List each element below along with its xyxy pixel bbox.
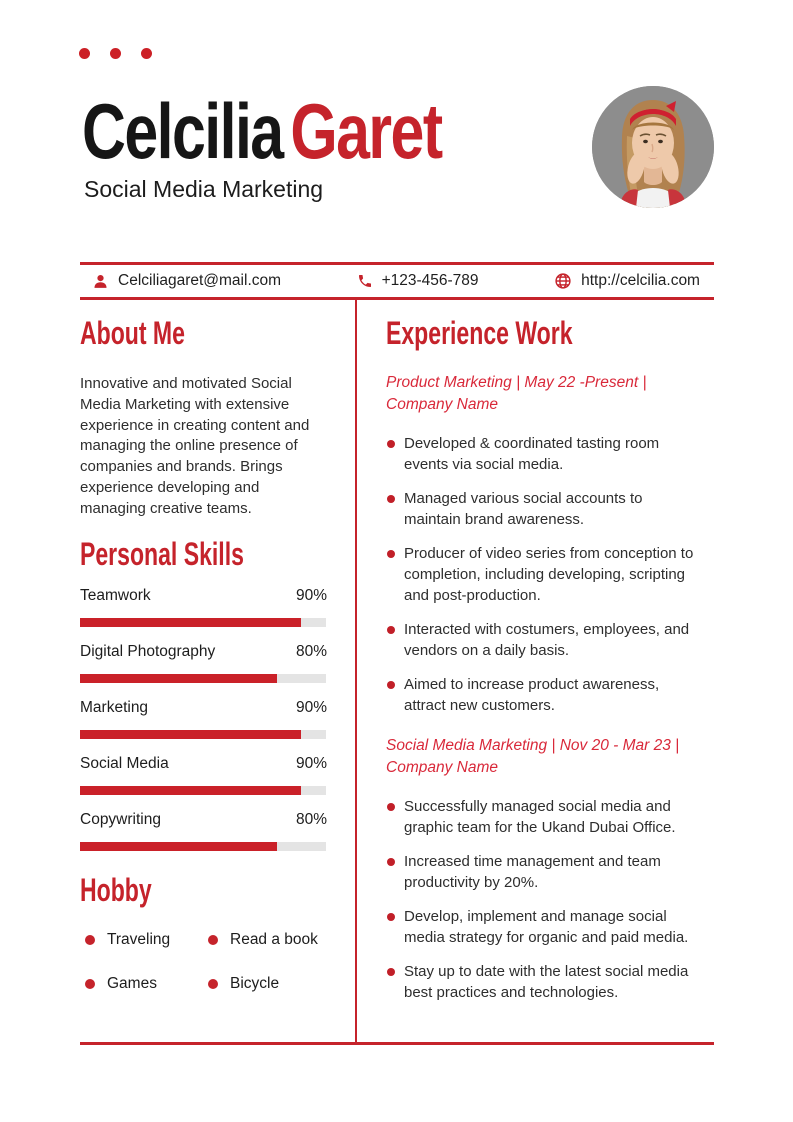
job-heading-line: Product Marketing | May 22 -Present | [386, 374, 647, 391]
skill-label: Marketing [80, 698, 149, 716]
contact-website [554, 272, 700, 290]
hobby-item: Games [80, 973, 203, 994]
skill-row [80, 697, 327, 739]
right-column [386, 314, 716, 1016]
bullet-item [386, 488, 699, 530]
personal-skills-title: Personal Skills [80, 535, 244, 572]
skill-bar-track [80, 842, 326, 851]
skill-percent: 90% [295, 754, 327, 772]
last-name: Garet [290, 87, 442, 175]
hobby-item: Bicycle [203, 973, 327, 994]
bullet-text: Aimed to increase product awareness, attract new customers. [404, 676, 660, 714]
job-bullets-1 [386, 433, 716, 716]
bullet-text: Managed various social accounts to maintain brand awareness. [404, 490, 643, 528]
contact-phone [357, 272, 479, 290]
decor-dot [79, 48, 90, 59]
skill-bar-fill [80, 674, 277, 683]
website-text: http://celcilia.com [581, 272, 700, 289]
about-me-text: Innovative and motivated Social Media Marketing with extensive experience in creating content and managing the online presence of companies and brands. Brings experience developing and managing creative teams. [80, 375, 310, 517]
job-heading-2 [386, 735, 716, 778]
bullet-text: Increased time management and team productivity by 20%. [404, 853, 661, 891]
job-heading-line: Company Name [386, 395, 498, 413]
job-title-subtitle: Social Media Marketing [84, 176, 324, 202]
experience-title: Experience Work [386, 315, 573, 351]
phone-icon [357, 273, 373, 289]
person-name [82, 87, 442, 175]
bullet-text: Developed & coordinated tasting room events via social media. [404, 435, 660, 473]
person-icon [92, 273, 109, 290]
job-heading-1 [386, 372, 716, 415]
hobby-title: Hobby [80, 871, 152, 908]
column-divider [355, 300, 357, 1044]
first-name: Celcilia [82, 87, 283, 175]
bullet-text: Producer of video series from conception to completion, including developing, scripting and post-production. [404, 545, 694, 604]
hobby-item: Traveling [80, 929, 203, 950]
skill-bar-track [80, 786, 326, 795]
left-column [80, 314, 327, 994]
skill-label: Copywriting [80, 810, 161, 828]
skill-bar-track [80, 674, 326, 683]
skill-label: Digital Photography [80, 642, 216, 660]
decor-dots [79, 48, 152, 59]
bullet-item [386, 619, 699, 661]
bullet-text: Successfully managed social media and graphic team for the Ukand Dubai Office. [404, 798, 676, 836]
skill-bar-track [80, 730, 326, 739]
skill-percent: 80% [295, 642, 327, 660]
skill-row [80, 809, 327, 851]
decor-dot [110, 48, 121, 59]
skill-row [80, 753, 327, 795]
bullet-item [386, 543, 699, 606]
bullet-item [386, 906, 699, 948]
bullet-text: Interacted with costumers, employees, and vendors on a daily basis. [404, 621, 690, 659]
job-bullets-2 [386, 796, 716, 1003]
skills-list [80, 585, 327, 851]
about-me-title: About Me [80, 315, 185, 351]
bottom-rule [80, 1042, 714, 1045]
skill-bar-fill [80, 786, 301, 795]
decor-dot [141, 48, 152, 59]
job-heading-line: Social Media Marketing | Nov 20 - Mar 23 | [386, 737, 680, 754]
bullet-text: Develop, implement and manage social media strategy for organic and paid media. [404, 908, 689, 946]
skill-bar-track [80, 618, 326, 627]
hobby-item: Read a book [203, 929, 327, 950]
skill-bar-fill [80, 842, 277, 851]
skill-row [80, 585, 327, 627]
bullet-text: Stay up to date with the latest social media best practices and technologies. [404, 963, 689, 1001]
globe-icon [554, 272, 572, 290]
profile-photo [592, 86, 714, 208]
contact-email [92, 272, 281, 290]
email-text: Celciliagaret@mail.com [118, 272, 282, 289]
job-heading-line: Company Name [386, 758, 498, 776]
contact-bar [80, 262, 714, 300]
skill-label: Teamwork [80, 586, 151, 604]
skill-percent: 90% [295, 698, 327, 716]
skill-label: Social Media [80, 754, 169, 772]
bullet-item [386, 674, 699, 716]
profile-photo-illustration [592, 86, 714, 208]
hobby-list [80, 929, 327, 994]
skill-bar-fill [80, 618, 301, 627]
phone-text: +123-456-789 [381, 272, 479, 289]
bullet-item [386, 796, 699, 838]
bullet-item [386, 851, 699, 893]
bullet-item [386, 961, 699, 1003]
skill-bar-fill [80, 730, 301, 739]
skill-percent: 80% [295, 810, 327, 828]
bullet-item [386, 433, 699, 475]
skill-percent: 90% [295, 586, 327, 604]
skill-row [80, 641, 327, 683]
